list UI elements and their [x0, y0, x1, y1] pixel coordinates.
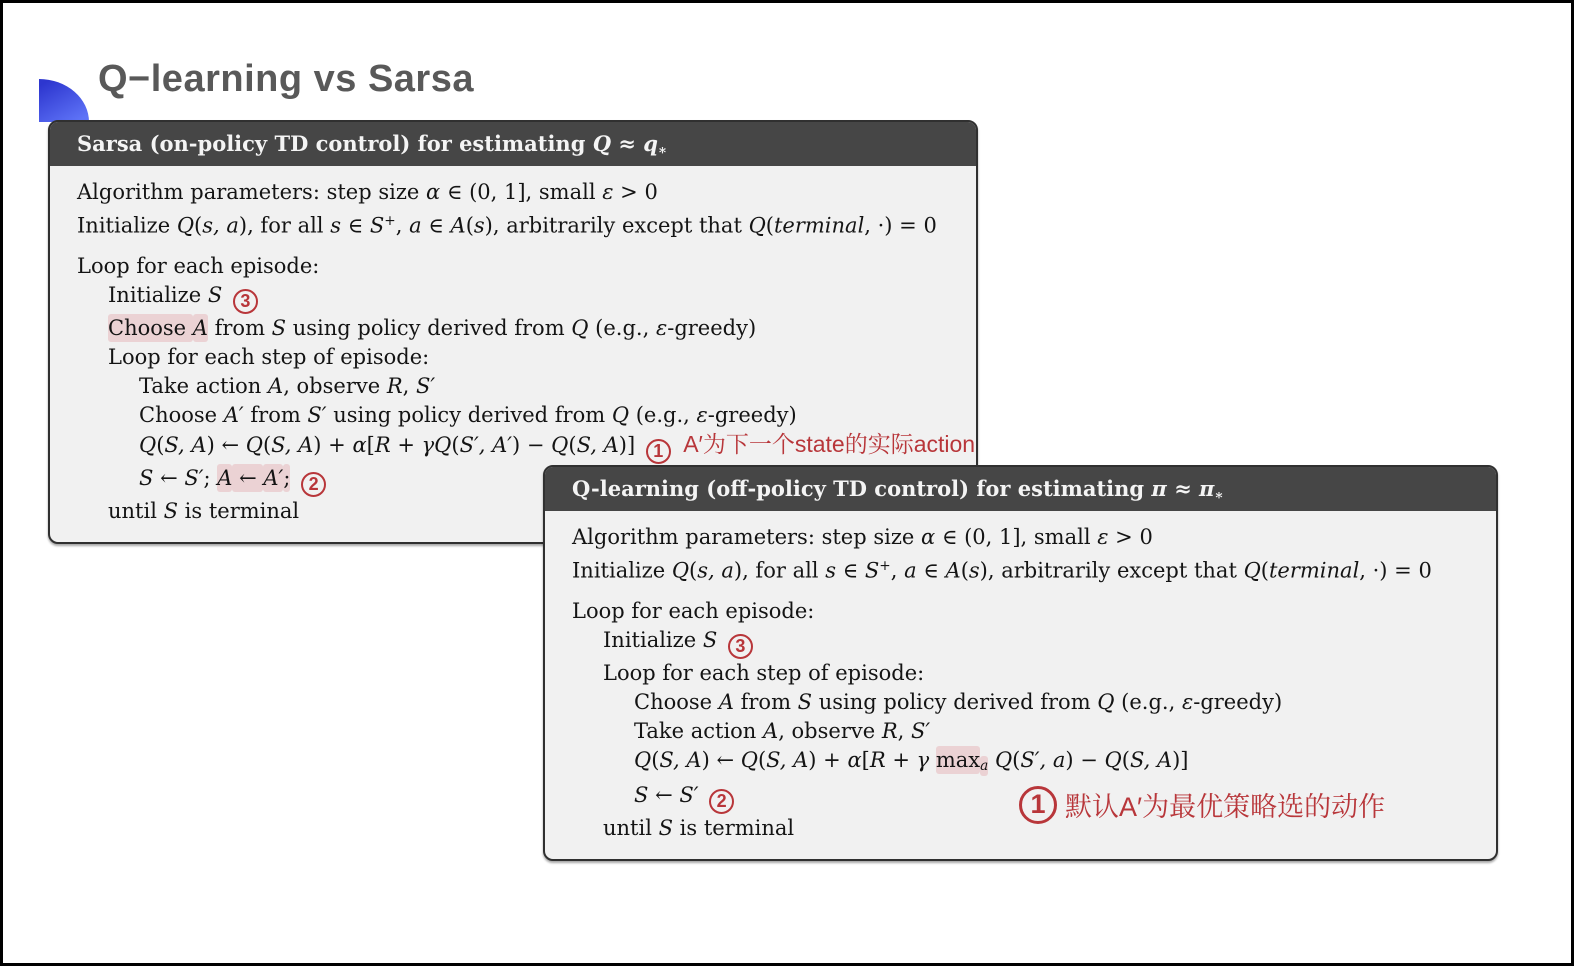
text-segment: Q-learning (off-policy TD control) for estimating — [572, 476, 1152, 501]
text-segment: S′ — [416, 373, 436, 398]
text-segment: ) − — [512, 432, 552, 457]
text-segment: using policy derived from — [326, 402, 612, 427]
text-segment: ← — [153, 465, 185, 490]
text-segment: Q — [611, 402, 630, 427]
text-segment: S — [658, 815, 673, 840]
text-segment: S — [864, 558, 880, 583]
text-segment: a — [409, 213, 422, 238]
text-segment: S, A — [659, 747, 702, 772]
text-segment: S, A — [1129, 747, 1173, 772]
text-segment: is terminal — [178, 498, 300, 523]
text-segment: ∈ (0, 1], small — [935, 525, 1098, 549]
algorithm-line — [572, 717, 1496, 746]
algorithm-line — [77, 281, 976, 314]
text-segment: until — [108, 498, 164, 523]
qlearning-box-title — [545, 467, 1496, 511]
text-segment: Q — [634, 747, 652, 772]
text-segment: ∈ — [835, 558, 865, 583]
text-segment: ε — [602, 180, 614, 204]
text-segment: ), for all — [733, 558, 826, 583]
text-segment: Sarsa (on-policy TD control) for estimating — [77, 131, 593, 156]
text-segment: S, A — [271, 432, 314, 457]
circled-number: 2 — [709, 789, 734, 814]
text-segment: , observe — [778, 718, 882, 743]
sarsa-box-title — [50, 122, 976, 166]
text-segment: ) ← — [701, 747, 741, 772]
algorithm-line — [572, 659, 1496, 688]
algorithm-line — [77, 314, 976, 343]
text-segment: , — [395, 213, 410, 238]
text-segment: ∗ — [657, 142, 668, 159]
page-title: Q−learning vs Sarsa — [98, 58, 474, 100]
text-segment: -greedy) — [667, 315, 757, 340]
text-segment: Choose — [634, 689, 719, 714]
text-segment: Initialize — [77, 213, 177, 238]
text-segment: R — [386, 373, 403, 398]
text-segment: > 0 — [613, 180, 658, 204]
text-segment: ε — [696, 402, 708, 427]
text-segment: ; — [203, 465, 218, 490]
text-segment: S′ — [184, 465, 204, 490]
text-segment: S′ — [307, 402, 327, 427]
text-segment: Q — [245, 432, 263, 457]
circled-number: 3 — [233, 289, 258, 314]
text-segment: until — [603, 815, 659, 840]
text-segment: a — [904, 558, 917, 583]
text-segment: S, A — [164, 432, 207, 457]
text-segment: ( — [689, 558, 698, 583]
text-segment: a — [980, 757, 989, 774]
text-segment: , observe — [283, 373, 387, 398]
text-segment: , — [897, 718, 912, 743]
blue-accent-shape — [39, 79, 89, 122]
text-segment: , ·) = 0 — [864, 213, 937, 238]
text-segment: + — [885, 747, 917, 772]
algorithm-line — [77, 252, 976, 281]
text-segment: using policy derived from — [812, 689, 1098, 714]
circled-number: 3 — [728, 634, 753, 659]
text-segment: Q — [592, 131, 611, 156]
circled-number: 2 — [301, 472, 326, 497]
text-segment: ( — [451, 432, 460, 457]
text-segment: terminal — [1268, 558, 1360, 583]
text-segment: from — [733, 689, 798, 714]
text-segment: s, a — [202, 213, 239, 238]
text-segment: ( — [568, 432, 577, 457]
text-segment: ∗ — [1214, 487, 1224, 504]
text-segment: R — [881, 718, 898, 743]
text-segment: R — [869, 747, 886, 772]
text-segment: Q — [748, 213, 766, 238]
text-segment: S′ — [679, 782, 706, 807]
algorithm-line — [572, 626, 1496, 659]
text-segment: s, a — [697, 558, 734, 583]
algorithm-line — [572, 688, 1496, 717]
text-segment: Loop for each episode: — [572, 598, 815, 623]
text-segment: γ — [916, 747, 936, 772]
text-segment: S — [271, 315, 287, 340]
algorithm-line — [77, 430, 976, 464]
text-segment: ( — [765, 213, 774, 238]
text-segment: ≈ — [611, 131, 644, 156]
text-segment: ; — [283, 465, 291, 490]
text-segment: S — [634, 782, 649, 807]
text-segment: S — [139, 465, 154, 490]
text-segment: )] — [618, 432, 642, 457]
text-segment: Q — [571, 315, 589, 340]
text-segment: + — [390, 432, 422, 457]
text-segment: A — [763, 718, 779, 743]
text-segment: π — [1198, 476, 1215, 501]
text-segment: ∈ — [421, 213, 451, 238]
text-segment: Loop for each step of episode: — [108, 344, 430, 369]
text-segment: Q — [1104, 747, 1122, 772]
text-segment: ( — [1121, 747, 1130, 772]
text-segment: ∈ — [916, 558, 946, 583]
text-segment: ) ← — [206, 432, 246, 457]
text-segment: ( — [1012, 747, 1021, 772]
text-segment: A′为下一个state的实际action — [676, 430, 976, 457]
text-segment: , ·) = 0 — [1359, 558, 1432, 583]
text-segment: Initialize — [572, 558, 672, 583]
qlearning-algorithm-box — [543, 465, 1498, 861]
text-segment: s — [473, 213, 485, 238]
text-segment: Algorithm parameters: step size — [572, 525, 921, 549]
text-segment: [ — [366, 432, 375, 457]
circled-number-1: 1 — [1019, 786, 1057, 824]
text-segment: s — [825, 558, 836, 583]
text-segment: Q — [176, 213, 195, 238]
text-segment: Initialize — [108, 282, 208, 307]
text-segment: ), for all — [238, 213, 331, 238]
text-segment: S, A — [576, 432, 619, 457]
algorithm-line — [77, 343, 976, 372]
text-segment: Algorithm parameters: step size — [77, 180, 426, 204]
text-segment: S′, a — [1020, 747, 1066, 772]
text-segment: α — [352, 432, 367, 457]
text-segment: [ — [861, 747, 870, 772]
text-segment: Q — [551, 432, 569, 457]
algorithm-line — [572, 552, 1496, 586]
text-segment: ε — [655, 315, 668, 340]
text-segment: ( — [757, 747, 767, 772]
text-segment: ≈ — [1166, 476, 1199, 501]
text-segment: ) + — [808, 747, 848, 772]
text-segment: ← — [648, 782, 680, 807]
text-segment: A′ — [263, 465, 284, 490]
text-segment: π — [1151, 476, 1167, 501]
text-segment: Q — [994, 747, 1013, 772]
algorithm-line — [77, 372, 976, 401]
text-segment: α — [921, 525, 936, 549]
text-segment: from — [243, 402, 308, 427]
text-segment: A — [268, 373, 284, 398]
text-segment: A — [217, 465, 233, 490]
text-segment: ( — [651, 747, 660, 772]
text-segment: A — [718, 689, 734, 714]
text-segment: S — [702, 627, 724, 652]
text-segment: ε — [1097, 525, 1109, 549]
text-segment: S — [163, 498, 178, 523]
text-segment: ( — [960, 558, 969, 583]
text-segment: s — [330, 213, 341, 238]
text-segment: S — [369, 213, 385, 238]
text-segment: q — [643, 131, 658, 156]
text-segment: ( — [1260, 558, 1269, 583]
text-segment: S′, A′ — [459, 432, 513, 457]
text-segment: using policy derived from — [286, 315, 572, 340]
text-segment: , — [402, 373, 417, 398]
text-segment: Choose — [139, 402, 224, 427]
text-segment: A — [450, 213, 466, 238]
text-segment: Loop for each step of episode: — [603, 660, 925, 685]
text-segment: s — [968, 558, 980, 583]
text-segment: γQ — [421, 432, 452, 457]
text-segment: α — [426, 180, 441, 204]
text-segment: Q — [671, 558, 690, 583]
text-segment: max — [935, 747, 981, 772]
text-segment: ) + — [313, 432, 353, 457]
text-segment: Take action — [139, 373, 269, 398]
text-segment: is terminal — [673, 815, 795, 840]
text-segment: + — [384, 213, 396, 229]
text-segment: ∈ — [340, 213, 370, 238]
text-segment: Choose — [108, 315, 193, 340]
text-segment: )] — [1172, 747, 1189, 772]
algorithm-line — [572, 523, 1496, 552]
qlearning-annotation — [1015, 785, 1385, 824]
text-segment: A′ — [223, 402, 244, 427]
text-segment: ε — [1181, 689, 1194, 714]
text-segment: S, A — [766, 747, 809, 772]
text-segment: -greedy) — [1193, 689, 1283, 714]
annotation-text: 默认A′为最优策略选的动作 — [1065, 792, 1386, 822]
text-segment: terminal — [773, 213, 865, 238]
text-segment: Q — [1097, 689, 1115, 714]
text-segment — [988, 748, 995, 772]
algorithm-line — [572, 746, 1496, 781]
text-segment: (e.g., — [588, 315, 656, 340]
text-segment: α — [847, 747, 862, 772]
text-segment: ( — [262, 432, 272, 457]
text-segment — [290, 466, 297, 490]
text-segment: Q — [1243, 558, 1261, 583]
text-segment: ( — [156, 432, 165, 457]
text-segment: A — [192, 315, 208, 340]
text-segment: + — [879, 558, 891, 574]
text-segment: S — [207, 282, 229, 307]
text-segment: ), arbitrarily except that — [484, 213, 749, 238]
text-segment: , — [890, 558, 905, 583]
algorithm-line — [77, 178, 976, 207]
text-segment: S′ — [911, 718, 931, 743]
text-segment: S — [797, 689, 813, 714]
algorithm-line — [77, 207, 976, 241]
text-segment: A — [945, 558, 961, 583]
text-segment: Loop for each episode: — [77, 253, 320, 278]
text-segment: Q — [740, 747, 758, 772]
text-segment: ( — [194, 213, 203, 238]
text-segment: from — [207, 315, 272, 340]
algorithm-line — [77, 401, 976, 430]
text-segment: ∈ (0, 1], small — [440, 180, 603, 204]
text-segment: R — [374, 432, 391, 457]
text-segment: Initialize — [603, 627, 703, 652]
text-segment: ), arbitrarily except that — [979, 558, 1244, 583]
text-segment: Q — [139, 432, 157, 457]
text-segment: (e.g., — [629, 402, 697, 427]
text-segment: ) − — [1065, 747, 1105, 772]
text-segment: ← — [232, 465, 264, 490]
circled-number: 1 — [646, 439, 671, 464]
text-segment: ( — [465, 213, 474, 238]
text-segment: Take action — [634, 718, 764, 743]
text-segment: -greedy) — [707, 402, 797, 427]
text-segment: > 0 — [1108, 525, 1153, 549]
text-segment: (e.g., — [1114, 689, 1182, 714]
algorithm-line — [572, 597, 1496, 626]
